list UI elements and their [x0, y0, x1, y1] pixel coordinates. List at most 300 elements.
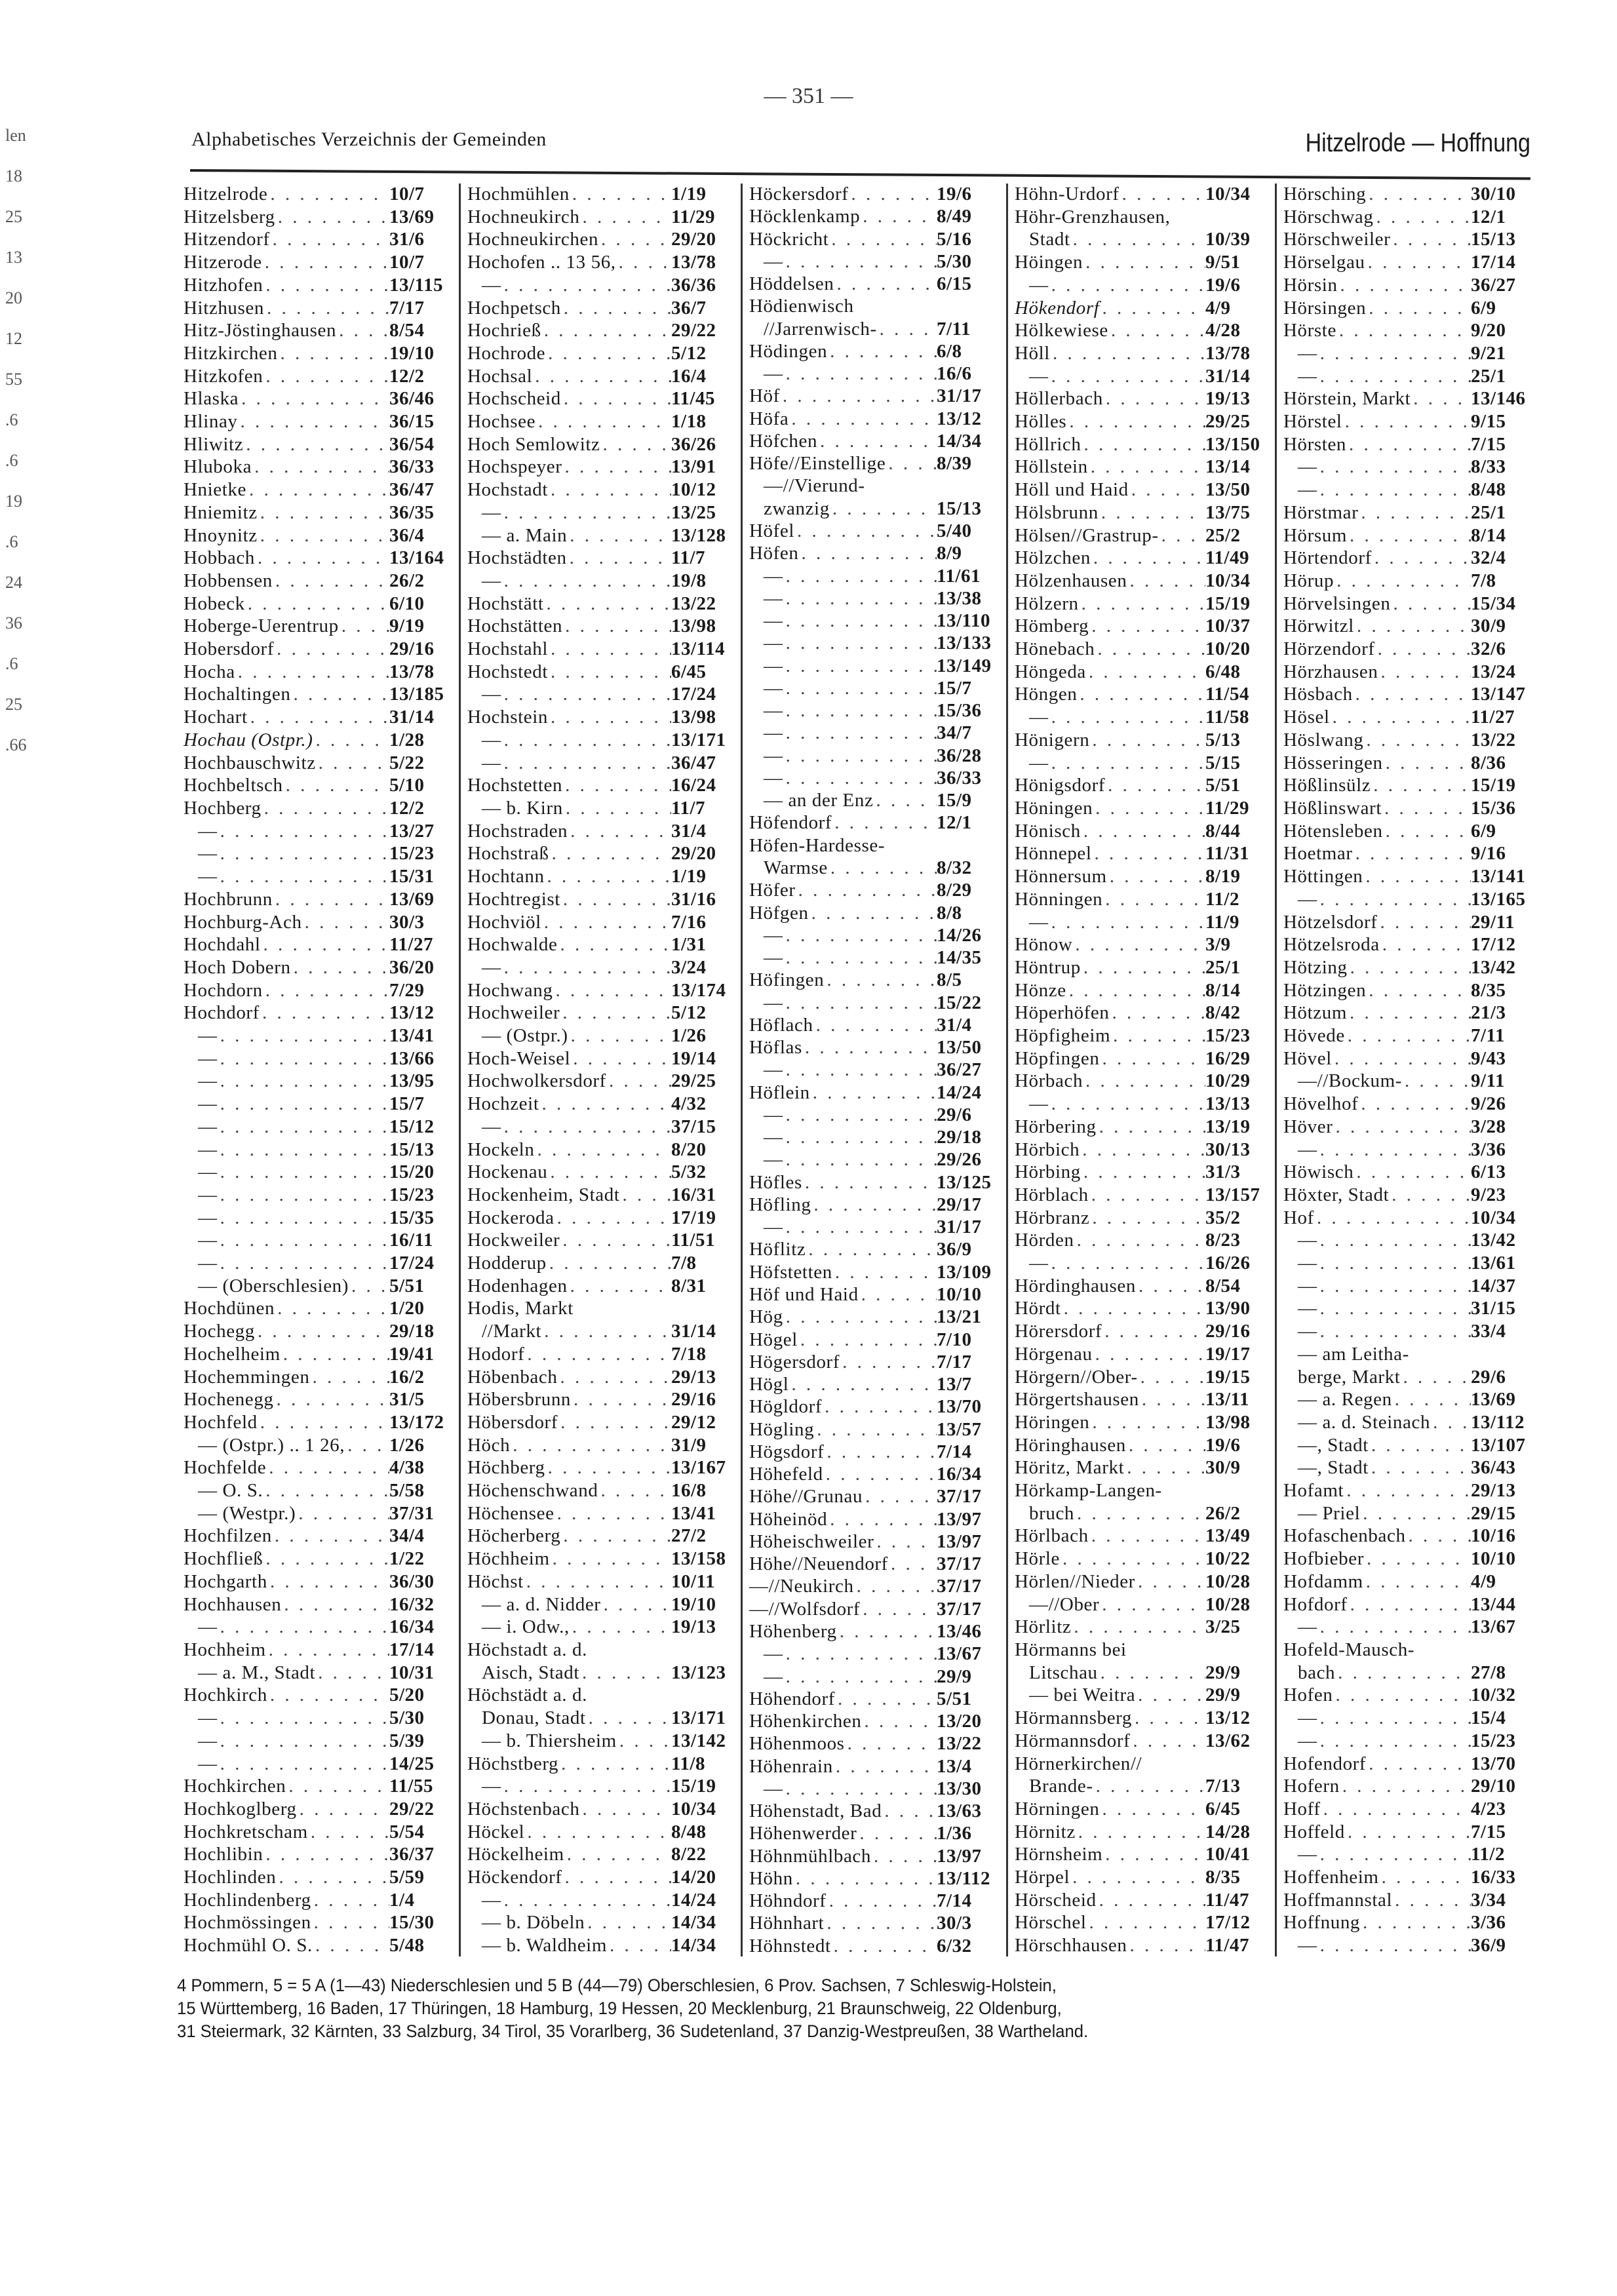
- place-name: Hofdorf: [1283, 1593, 1348, 1615]
- index-entry: [1015, 434, 1268, 455]
- place-name: — a. Regen: [1298, 1389, 1392, 1411]
- place-name: Höbersdorf: [467, 1411, 558, 1433]
- dot-leader: [501, 752, 671, 773]
- place-name: Hörlitz: [1015, 1616, 1072, 1638]
- place-name: Hnietke: [184, 479, 247, 501]
- place-name: — a. d. Nidder: [482, 1593, 601, 1615]
- place-name: Hochfelde: [184, 1457, 267, 1479]
- index-entry: [184, 1184, 452, 1205]
- map-reference: 13/21: [937, 1306, 982, 1328]
- place-name: Hörschhausen: [1015, 1935, 1127, 1956]
- dot-leader: [814, 1419, 937, 1440]
- map-reference: 7/29: [389, 979, 425, 1001]
- map-reference: 31/4: [671, 820, 707, 842]
- page-number: — 351 —: [764, 84, 853, 108]
- map-reference: 29/16: [1205, 1321, 1251, 1342]
- map-reference: 3/9: [1205, 934, 1231, 956]
- index-entry: [1283, 252, 1534, 273]
- dot-leader: [877, 319, 937, 340]
- index-entry: [1015, 1253, 1268, 1274]
- index-entry: [1283, 525, 1534, 546]
- map-reference: 1/26: [671, 1025, 707, 1047]
- dot-leader: [1347, 525, 1471, 546]
- map-reference: 36/20: [389, 956, 435, 978]
- map-reference: 13/19: [1205, 1116, 1251, 1137]
- dot-leader: [600, 434, 671, 455]
- dot-leader: [1127, 1935, 1206, 1956]
- place-name: Höflein: [749, 1081, 810, 1103]
- place-name: Hochneukirchen: [467, 229, 599, 250]
- index-entry: [467, 570, 734, 591]
- place-name: — i. Odw.,: [482, 1616, 570, 1638]
- dot-leader: [783, 1149, 937, 1170]
- map-reference: 14/26: [937, 924, 982, 946]
- place-name: —: [1298, 1321, 1317, 1342]
- map-reference: 13/69: [389, 206, 435, 227]
- dot-leader: [1402, 1070, 1471, 1091]
- map-reference: 8/33: [1471, 456, 1506, 478]
- place-name: Höllrich: [1015, 433, 1081, 455]
- place-name: Höfer: [749, 880, 796, 901]
- index-entry: [749, 1464, 1000, 1485]
- dot-leader: [267, 1571, 389, 1592]
- index-entry: [1283, 320, 1534, 341]
- map-reference: 10/12: [671, 479, 716, 501]
- map-reference: 19/13: [671, 1616, 716, 1638]
- map-reference: 10/10: [1471, 1548, 1516, 1570]
- index-entry: [467, 1025, 734, 1046]
- place-name: —: [482, 684, 501, 705]
- map-reference: 30/10: [1471, 184, 1516, 204]
- column-1: [177, 184, 459, 1956]
- map-reference: 3/25: [1205, 1616, 1241, 1638]
- index-entry: [749, 1352, 1000, 1372]
- dot-leader: [1344, 1480, 1471, 1501]
- map-reference: 15/9: [937, 790, 972, 811]
- index-entry: [1283, 1116, 1534, 1137]
- index-entry: [749, 1936, 1000, 1956]
- place-name: Höfstetten: [749, 1261, 832, 1283]
- dot-leader: [1392, 1890, 1471, 1911]
- place-name: Höhenmoos: [749, 1733, 845, 1755]
- index-entry: [1015, 730, 1268, 750]
- map-reference: 37/17: [937, 1553, 982, 1575]
- map-reference: 13/46: [937, 1621, 982, 1642]
- index-entry: [467, 184, 734, 204]
- map-reference: 8/48: [671, 1821, 707, 1842]
- index-entry: [749, 408, 1000, 429]
- dot-leader: [796, 880, 937, 901]
- index-entry: [749, 1621, 1000, 1642]
- place-name: Höttingen: [1283, 866, 1363, 887]
- map-reference: 7/18: [671, 1343, 707, 1365]
- dot-leader: [860, 206, 937, 227]
- dot-leader: [1102, 1321, 1205, 1342]
- index-entry: [1015, 1594, 1268, 1615]
- dot-leader: [824, 1441, 937, 1462]
- map-reference: 30/3: [389, 911, 425, 933]
- place-name: Hörschwag: [1283, 206, 1374, 227]
- map-reference: 8/19: [1205, 866, 1241, 887]
- place-name: Hnoynitz: [184, 524, 258, 546]
- index-entry: [1015, 1139, 1268, 1160]
- map-reference: 11/61: [937, 565, 981, 587]
- map-reference: 29/11: [1471, 911, 1515, 933]
- index-entry: [184, 1389, 452, 1410]
- dot-leader: [813, 1015, 937, 1036]
- map-reference: 19/10: [671, 1593, 716, 1615]
- place-name: — (Oberschlesien): [198, 1275, 349, 1296]
- dot-leader: [1089, 1412, 1205, 1433]
- dot-leader: [258, 502, 389, 523]
- place-name: Hochau (Ostpr.): [184, 729, 313, 750]
- place-name: Hörningen: [1015, 1798, 1100, 1819]
- place-name: Hoff: [1283, 1798, 1321, 1819]
- index-entry: [1015, 752, 1268, 773]
- index-entry: [1283, 1207, 1534, 1228]
- index-entry: [1283, 479, 1534, 500]
- index-entry: [1283, 298, 1534, 319]
- index-entry: [749, 475, 1000, 496]
- map-reference: 29/16: [671, 1389, 716, 1411]
- dot-leader: [501, 1776, 671, 1797]
- dot-leader: [501, 1890, 671, 1911]
- dot-leader: [809, 903, 937, 924]
- place-name: Höslwang: [1283, 729, 1364, 750]
- map-reference: 13/50: [1205, 479, 1251, 501]
- map-reference: 5/30: [937, 250, 972, 272]
- dot-leader: [1093, 1344, 1205, 1365]
- index-entry: [1283, 1184, 1534, 1205]
- index-entry: [467, 638, 734, 659]
- place-name: —: [482, 1116, 501, 1137]
- map-reference: 10/32: [1471, 1684, 1516, 1706]
- place-name: Höfingen: [749, 969, 825, 991]
- place-name: Hösbach: [1283, 684, 1353, 705]
- index-entry: [1283, 1161, 1534, 1182]
- map-reference: 13/157: [1205, 1184, 1260, 1205]
- dot-leader: [568, 1025, 671, 1046]
- index-entry: [467, 366, 734, 387]
- dot-leader: [1070, 229, 1205, 250]
- dot-leader: [1081, 957, 1205, 978]
- map-reference: 5/58: [389, 1480, 425, 1502]
- place-name: Höhe//Grunau: [749, 1486, 863, 1508]
- dot-leader: [263, 980, 389, 1001]
- index-entry: [1015, 320, 1268, 341]
- place-name: Höckricht: [749, 228, 829, 250]
- index-entry: [1283, 1525, 1534, 1546]
- index-entry: [1015, 1048, 1268, 1069]
- dot-leader: [823, 1464, 937, 1485]
- index-entry: [184, 1253, 452, 1274]
- dot-leader: [562, 775, 671, 796]
- place-name: Hörstel: [1283, 411, 1342, 433]
- map-reference: 26/2: [1205, 1502, 1241, 1524]
- place-name: Höfel: [749, 520, 795, 541]
- map-reference: 29/22: [389, 1798, 435, 1819]
- map-reference: 8/22: [671, 1844, 707, 1865]
- dot-leader: [1097, 1116, 1205, 1137]
- footnote-line: 4 Pommern, 5 = 5 A (1—43) Niederschlesien und 5 B (44—79) Oberschlesien, 6 Prov. Sachsen, 7 Schleswig-Holstein,: [177, 1975, 1057, 1995]
- map-reference: 13/30: [937, 1778, 982, 1799]
- place-name: Hörup: [1283, 570, 1335, 591]
- place-name: —: [764, 1216, 783, 1238]
- map-reference: 9/21: [1471, 342, 1506, 364]
- place-name: —: [1298, 1230, 1317, 1251]
- dot-leader: [1139, 1389, 1205, 1410]
- map-reference: 29/20: [671, 229, 716, 250]
- index-entry: [467, 1662, 734, 1683]
- dot-leader: [783, 925, 937, 946]
- place-name: Brande-: [1029, 1776, 1093, 1797]
- index-entry: [1283, 1321, 1534, 1342]
- index-entry: [749, 1868, 1000, 1889]
- dot-leader: [1353, 684, 1471, 705]
- map-reference: 8/14: [1205, 979, 1241, 1001]
- map-reference: 3/36: [1471, 1138, 1506, 1160]
- map-reference: 5/54: [389, 1821, 425, 1842]
- map-reference: 36/33: [937, 767, 982, 788]
- dot-leader: [585, 1912, 671, 1933]
- place-name: Hochstraden: [467, 820, 568, 842]
- place-name: Höchheim: [467, 1548, 550, 1570]
- map-reference: 9/19: [389, 615, 425, 637]
- dot-leader: [1348, 1594, 1471, 1615]
- dot-leader: [783, 745, 937, 766]
- dot-leader: [1049, 275, 1205, 296]
- index-entry: [1015, 1890, 1268, 1911]
- index-entry: [1283, 912, 1534, 933]
- place-name: —: [482, 570, 501, 591]
- map-reference: 13/185: [389, 684, 444, 705]
- index-entry: [184, 479, 452, 500]
- place-name: //Jarrenwisch-: [764, 318, 877, 340]
- map-reference: 15/22: [937, 992, 982, 1013]
- dot-leader: [1317, 456, 1471, 477]
- dot-leader: [281, 1344, 389, 1365]
- dot-leader: [1099, 1048, 1205, 1069]
- dot-leader: [1159, 525, 1205, 546]
- index-entry: [749, 1643, 1000, 1664]
- dot-leader: [1346, 434, 1471, 455]
- place-name: Hofamt: [1283, 1480, 1344, 1502]
- dot-leader: [1366, 298, 1471, 319]
- map-reference: 13/128: [671, 524, 726, 546]
- dot-leader: [1363, 866, 1471, 887]
- place-name: —: [198, 866, 218, 887]
- map-reference: 13/95: [389, 1070, 435, 1092]
- map-reference: 15/36: [937, 700, 982, 722]
- place-name: — a. M., Stadt: [198, 1662, 316, 1683]
- index-entry: [749, 520, 1000, 541]
- index-entry: [1283, 1616, 1534, 1637]
- map-reference: 5/59: [389, 1867, 425, 1888]
- map-reference: 6/32: [937, 1935, 972, 1956]
- dot-leader: [548, 479, 671, 500]
- dot-leader: [570, 1048, 671, 1069]
- map-reference: 36/28: [937, 745, 982, 766]
- index-entry: [1283, 1935, 1534, 1956]
- map-reference: 30/13: [1205, 1138, 1251, 1160]
- index-entry: [749, 1441, 1000, 1462]
- map-reference: 14/24: [671, 1889, 716, 1911]
- place-name: Höxter, Stadt: [1283, 1184, 1390, 1205]
- index-entry: [184, 1776, 452, 1797]
- index-entry: [749, 1059, 1000, 1080]
- place-name: Hoch Semlowitz: [467, 433, 600, 455]
- dot-leader: [806, 1239, 937, 1260]
- place-name: Hötzelsroda: [1283, 934, 1380, 956]
- map-reference: 7/15: [1471, 1821, 1506, 1842]
- dot-leader: [835, 1688, 937, 1709]
- map-reference: 17/24: [671, 684, 716, 705]
- index-entry: [467, 1594, 734, 1615]
- map-reference: 7/15: [1471, 433, 1506, 455]
- dot-leader: [1095, 638, 1205, 659]
- index-entry: [184, 934, 452, 955]
- place-name: Hochlindenberg: [184, 1889, 311, 1911]
- index-entry: [1283, 1776, 1534, 1797]
- index-entry: [184, 1525, 452, 1546]
- dot-leader: [532, 366, 671, 387]
- map-reference: 31/3: [1205, 1161, 1241, 1183]
- index-entry: [467, 229, 734, 250]
- place-name: Hobersdorf: [184, 638, 275, 660]
- map-reference: 29/9: [1205, 1684, 1241, 1706]
- place-name: Hochfilzen: [184, 1525, 272, 1547]
- place-name: Hörselgau: [1283, 252, 1365, 273]
- map-reference: 15/30: [389, 1912, 435, 1934]
- index-entry: [1283, 1298, 1534, 1319]
- index-entry: [1283, 388, 1534, 409]
- place-name: — b. Thiersheim: [482, 1730, 617, 1751]
- place-name: Hoch Dobern: [184, 956, 291, 978]
- map-reference: 32/6: [1471, 638, 1506, 660]
- dot-leader: [1077, 684, 1205, 705]
- map-reference: 8/44: [1205, 820, 1241, 842]
- place-name: Hofern: [1283, 1776, 1340, 1797]
- dot-leader: [1317, 343, 1471, 364]
- dot-leader: [794, 520, 937, 541]
- dot-leader: [563, 798, 671, 819]
- dot-leader: [1126, 1435, 1205, 1456]
- index-entry: [184, 821, 452, 842]
- place-name: Hörblach: [1015, 1184, 1089, 1205]
- dot-leader: [882, 1800, 937, 1821]
- dot-leader: [1382, 798, 1471, 819]
- index-entry: [467, 1776, 734, 1797]
- index-entry: [1283, 1253, 1534, 1274]
- map-reference: 10/7: [389, 184, 425, 204]
- place-name: Hochstädten: [467, 547, 567, 569]
- index-entry: [467, 1184, 734, 1205]
- dot-leader: [1066, 411, 1205, 432]
- dot-leader: [510, 1435, 671, 1456]
- dot-leader: [1089, 615, 1205, 636]
- map-reference: 15/35: [389, 1207, 435, 1228]
- map-reference: 8/54: [1205, 1275, 1241, 1296]
- dot-leader: [1317, 1844, 1471, 1865]
- place-name: Hitz-Jöstinghausen: [184, 320, 337, 341]
- index-entry: [1283, 638, 1534, 659]
- place-name: Hoberge-Uerentrup: [184, 615, 339, 637]
- index-entry: [467, 593, 734, 614]
- index-entry: [184, 775, 452, 796]
- place-name: Hötzum: [1283, 1002, 1348, 1024]
- place-name: Hörmanns bei: [1015, 1639, 1127, 1660]
- index-entry: [184, 1753, 452, 1774]
- dot-leader: [1079, 593, 1205, 614]
- dot-leader: [1366, 980, 1471, 1001]
- dot-leader: [1089, 1184, 1205, 1205]
- map-reference: 13/115: [389, 274, 443, 296]
- map-reference: 34/4: [389, 1525, 425, 1547]
- index-entry: [184, 252, 452, 273]
- index-entry: [1015, 821, 1268, 842]
- map-reference: 36/43: [1471, 1457, 1516, 1479]
- place-name: Hövelhof: [1283, 1093, 1359, 1115]
- index-entry: [467, 1753, 734, 1774]
- index-entry: [1015, 206, 1268, 227]
- dot-leader: [1353, 843, 1471, 864]
- dot-leader: [1049, 752, 1205, 773]
- margin-fragment: .6: [5, 654, 18, 673]
- map-reference: 8/42: [1205, 1002, 1241, 1024]
- index-entry: [1283, 866, 1534, 887]
- dot-leader: [1365, 252, 1471, 273]
- place-name: Hof: [1283, 1207, 1314, 1228]
- place-name: Höchstenbach: [467, 1798, 580, 1819]
- place-name: Stadt: [1029, 229, 1070, 250]
- map-reference: 13/98: [671, 615, 716, 637]
- dot-leader: [1317, 366, 1471, 387]
- dot-leader: [1317, 889, 1471, 910]
- margin-fragment: 12: [5, 329, 22, 348]
- dot-leader: [617, 1730, 671, 1751]
- place-name: Hölzenhausen: [1015, 570, 1127, 591]
- place-name: Höddelsen: [749, 273, 834, 295]
- map-reference: 13/62: [1205, 1730, 1251, 1751]
- dot-leader: [218, 1048, 389, 1069]
- dot-leader: [828, 229, 937, 250]
- dot-leader: [1380, 934, 1471, 955]
- index-entry: [467, 1275, 734, 1296]
- map-reference: 4/9: [1471, 1570, 1496, 1592]
- map-reference: 4/9: [1205, 297, 1231, 319]
- place-name: Hodis, Markt: [467, 1298, 574, 1319]
- map-reference: 14/34: [671, 1912, 716, 1934]
- map-reference: 34/7: [937, 722, 972, 744]
- index-entry: [749, 1216, 1000, 1237]
- index-entry: [184, 570, 452, 591]
- place-name: Hönze: [1015, 979, 1066, 1001]
- place-name: —: [1298, 1253, 1317, 1274]
- dot-leader: [886, 453, 937, 474]
- place-name: Hodorf: [467, 1343, 525, 1365]
- index-entry: [749, 925, 1000, 946]
- dot-leader: [291, 957, 389, 978]
- index-entry: [1015, 615, 1268, 636]
- place-name: Hochburg-Ach: [184, 911, 302, 933]
- map-reference: 8/14: [1471, 524, 1506, 546]
- index-entry: [467, 1389, 734, 1410]
- dot-leader: [218, 1253, 389, 1274]
- place-name: —: [764, 1665, 783, 1687]
- map-reference: 6/10: [389, 593, 425, 614]
- index-entry: [184, 1139, 452, 1160]
- index-entry: [1283, 1367, 1534, 1388]
